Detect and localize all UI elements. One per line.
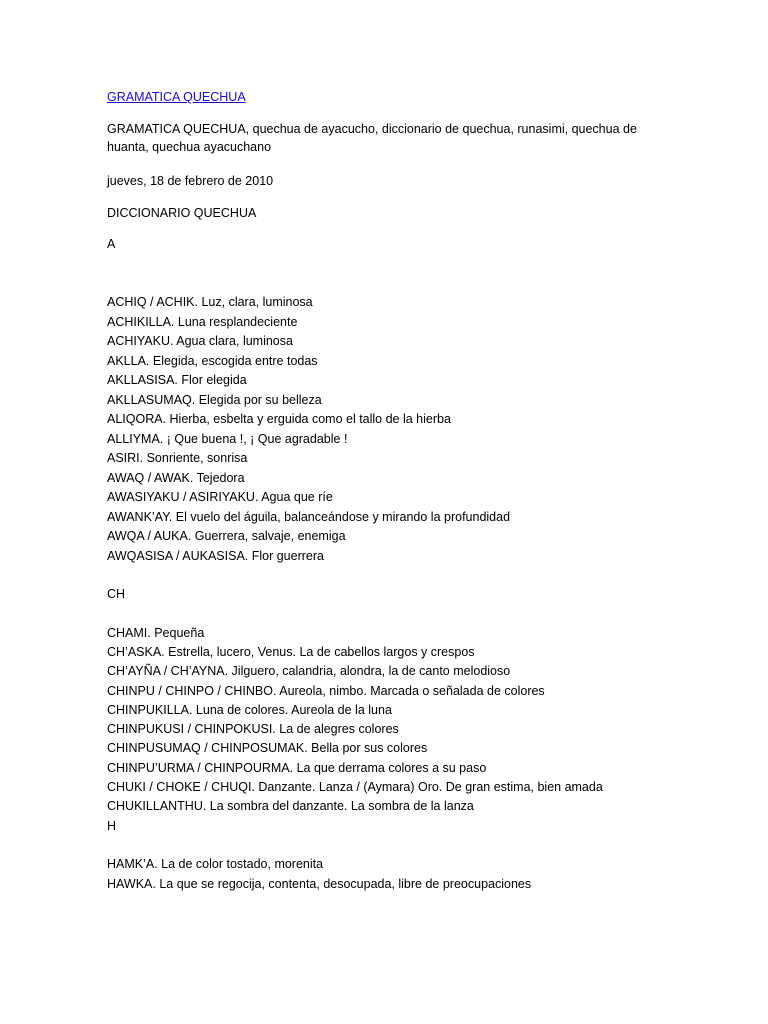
- entry-ch: CHINPUSUMAQ / CHINPOSUMAK. Bella por sus colores: [107, 741, 428, 755]
- entry-h: HAWKA. La que se regocija, contenta, desocupada, libre de preocupaciones: [107, 877, 532, 891]
- entry-ch: CHINPU / CHINPO / CHINBO. Aureola, nimbo. Marcada o señalada de colores: [107, 684, 545, 698]
- entry-ch: CHAMI. Pequeña: [107, 626, 205, 640]
- entry-a: ALLIYMA. ¡ Que buena !, ¡ Que agradable !: [107, 431, 348, 446]
- entry-a: AKLLASUMAQ. Elegida por su belleza: [107, 392, 322, 407]
- title-link[interactable]: GRAMATICA QUECHUA: [107, 90, 246, 104]
- entry-a: ACHIYAKU. Agua clara, luminosa: [107, 334, 293, 348]
- section-letter-a: A: [107, 237, 116, 251]
- entry-ch: CH’AYÑA / CH’AYNA. Jilguero, calandria, alondra, la de canto melodioso: [107, 664, 511, 678]
- entry-ch: CHUKILLANTHU. La sombra del danzante. La sombra de la lanza: [107, 799, 474, 813]
- entry-a: AWQA / AUKA. Guerrera, salvaje, enemiga: [107, 529, 346, 543]
- section-letter-h: H: [107, 819, 117, 833]
- page-subtitle: GRAMATICA QUECHUA, quechua de ayacucho, diccionario de quechua, runasimi, quechua de huanta, quechua ayacuchano: [107, 122, 637, 154]
- entry-a: AWANK’AY. El vuelo del águila, balanceándose y mirando la profundidad: [107, 509, 511, 524]
- entry-a: ASIRI. Sonriente, sonrisa: [107, 451, 248, 465]
- entry-ch: CHINPUKILLA. Luna de colores. Aureola de la luna: [107, 703, 392, 717]
- section-letter-ch: CH: [107, 587, 126, 601]
- entry-ch: CHUKI / CHOKE / CHUQI. Danzante. Lanza / (Aymara) Oro. De gran estima, bien amada: [107, 780, 603, 794]
- entry-a: AKLLASISA. Flor elegida: [107, 373, 247, 387]
- entry-a: ALIQORA. Hierba, esbelta y erguida como el tallo de la hierba: [107, 412, 451, 426]
- entry-ch: CHINPU’URMA / CHINPOURMA. La que derrama colores a su paso: [107, 761, 487, 775]
- entry-ch: CH’ASKA. Estrella, lucero, Venus. La de cabellos largos y crespos: [107, 645, 475, 659]
- entry-a: AWQASISA / AUKASISA. Flor guerrera: [107, 548, 324, 563]
- entry-h: HAMK’A. La de color tostado, morenita: [107, 857, 324, 871]
- entry-a: ACHIQ / ACHIK. Luz, clara, luminosa: [107, 295, 313, 309]
- entry-a: ACHIKILLA. Luna resplandeciente: [107, 314, 298, 329]
- entry-a: AWAQ / AWAK. Tejedora: [107, 470, 245, 485]
- dictionary-heading: DICCIONARIO QUECHUA: [107, 206, 257, 220]
- entry-a: AKLLA. Elegida, escogida entre todas: [107, 353, 318, 368]
- entry-ch: CHINPUKUSI / CHINPOKUSI. La de alegres colores: [107, 722, 399, 736]
- post-date: jueves, 18 de febrero de 2010: [107, 174, 274, 188]
- entry-a: AWASIYAKU / ASIRIYAKU. Agua que ríe: [107, 490, 333, 504]
